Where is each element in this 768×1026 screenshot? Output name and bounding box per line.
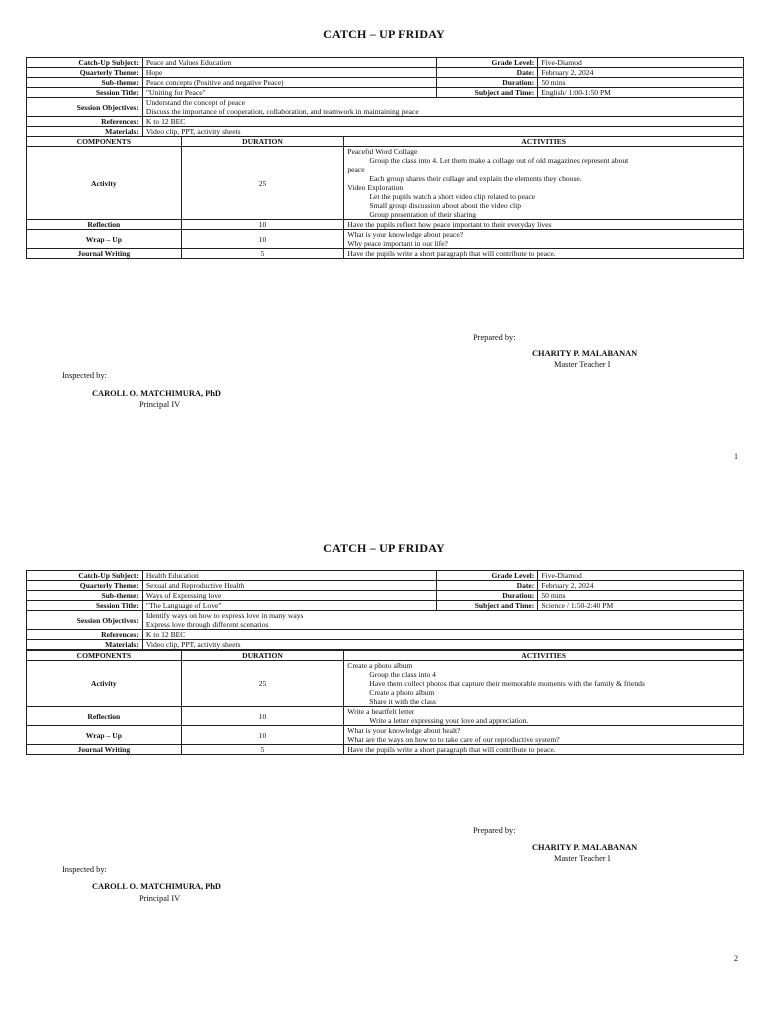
subject-time-value: English/ 1:00-1:50 PM	[538, 88, 744, 98]
components-table	[26, 650, 744, 755]
component-name: Journal Writing	[27, 249, 182, 259]
references-label: References:	[27, 117, 143, 127]
activity-line: Group presentation of their sharing	[369, 210, 477, 219]
subtheme-value: Peace concepts (Positive and negative Peace)	[142, 78, 436, 88]
references-label: References:	[27, 630, 143, 640]
subject-row	[27, 58, 744, 68]
objectives-label: Session Objectives:	[27, 98, 143, 117]
subject-value: Health Education	[142, 571, 437, 581]
activity-lines	[344, 661, 744, 707]
component-name: Activity	[27, 661, 182, 707]
session-title-value: "Uniting for Peace"	[142, 88, 436, 98]
component-name: Wrap – Up	[27, 230, 182, 249]
activity-lines	[344, 230, 744, 249]
preparer-name: CHARITY P. MALABANAN	[532, 349, 638, 358]
subtheme-label: Sub-theme:	[27, 78, 143, 88]
document-page-2	[0, 514, 768, 1026]
materials-label: Materials:	[27, 640, 143, 650]
activity-lines	[344, 726, 744, 745]
references-value: K to 12 BEC	[142, 117, 743, 127]
activity-row	[27, 661, 744, 707]
objective-item: Identify ways on how to express love in many ways	[145, 611, 304, 620]
activity-line: Each group shares their collage and explain the elements they choose.	[369, 174, 582, 183]
activity-line: Group the class into 4. Let them make a collage out of old magazines represent about	[369, 156, 629, 165]
activity-lines	[344, 220, 744, 230]
activities-header: ACTIVITIES	[344, 137, 744, 147]
activity-line: What are the ways on how to to take care of our reproductive system?	[347, 735, 560, 744]
component-name: Wrap – Up	[27, 726, 182, 745]
theme-value: Hope	[142, 68, 436, 78]
subject-time-value: Science / 1:50-2:40 PM	[538, 601, 744, 611]
component-name: Journal Writing	[27, 745, 182, 755]
lesson-plan-table	[26, 570, 744, 650]
duration-value: 50 mins	[538, 591, 744, 601]
activity-line: Have the pupils write a short paragraph that will contribute to peace.	[347, 249, 556, 258]
component-duration: 5	[181, 249, 344, 259]
theme-value: Sexual and Reproductive Health	[142, 581, 437, 591]
activity-line: Create a photo album	[369, 688, 435, 697]
activity-line: Write a letter expressing your love and appreciation.	[369, 716, 529, 725]
component-duration: 10	[181, 726, 344, 745]
component-duration: 5	[181, 745, 344, 755]
date-value: February 2, 2024	[538, 581, 744, 591]
activity-line: Have the pupils reflect how peace important to their everyday lives	[347, 220, 552, 229]
materials-row	[27, 127, 744, 137]
subject-row	[27, 571, 744, 581]
components-header-row	[27, 137, 744, 147]
theme-label: Quarterly Theme:	[27, 68, 143, 78]
component-name: Reflection	[27, 707, 182, 726]
materials-row	[27, 640, 744, 650]
preparer-role: Master Teacher I	[554, 854, 611, 863]
document-page-1	[0, 0, 768, 512]
preparer-name: CHARITY P. MALABANAN	[532, 843, 638, 852]
activity-line: What is your knowledge about peace?	[347, 230, 464, 239]
objectives-label: Session Objectives:	[27, 611, 143, 630]
subject-value: Peace and Values Education	[142, 58, 436, 68]
page-title: CATCH – UP FRIDAY	[323, 27, 445, 41]
duration-header: DURATION	[181, 137, 344, 147]
page-number: 2	[734, 954, 738, 963]
grade-label: Grade Level:	[437, 58, 538, 68]
page-title: CATCH – UP FRIDAY	[323, 541, 445, 555]
date-label: Date:	[437, 68, 538, 78]
session-title-value: "The Language of Love"	[142, 601, 437, 611]
objective-item: Understand the concept of peace	[145, 98, 245, 107]
component-duration: 25	[181, 661, 344, 707]
references-value: K to 12 BEC	[142, 630, 743, 640]
components-header-row	[27, 651, 744, 661]
inspector-name: CAROLL O. MATCHIMURA, PhD	[92, 389, 221, 398]
references-row	[27, 630, 744, 640]
activity-line: Group the class into 4	[369, 670, 436, 679]
subtheme-value: Ways of Expressing love	[142, 591, 437, 601]
duration-label: Duration:	[437, 78, 538, 88]
activity-line: Have them collect photos that capture their memorable moments with the family & friends	[369, 679, 645, 688]
subject-time-label: Subject and Time:	[437, 88, 538, 98]
session-title-label: Session Title:	[27, 601, 143, 611]
inspector-name: CAROLL O. MATCHIMURA, PhD	[92, 882, 221, 891]
objectives-row	[27, 98, 744, 117]
activity-line: Why peace important in our life?	[347, 239, 448, 248]
component-duration: 25	[181, 147, 344, 220]
activity-line: Peaceful Word Collage	[347, 147, 418, 156]
subtheme-label: Sub-theme:	[27, 591, 143, 601]
activity-line: Let the pupils watch a short video clip related to peace	[369, 192, 536, 201]
activity-line: peace	[347, 165, 365, 174]
objective-item: Express love through different scenarios	[145, 620, 269, 629]
activity-lines	[344, 249, 744, 259]
theme-row	[27, 581, 744, 591]
inspected-by-label: Inspected by:	[62, 371, 107, 380]
wrapup-row	[27, 726, 744, 745]
session-title-label: Session Title:	[27, 88, 143, 98]
preparer-role: Master Teacher I	[554, 360, 611, 369]
subject-label: Catch-Up Subject:	[27, 571, 143, 581]
grade-value: Five-Diamod	[538, 58, 744, 68]
theme-row	[27, 68, 744, 78]
session-title-row	[27, 88, 744, 98]
objectives-row	[27, 611, 744, 630]
subtheme-row	[27, 78, 744, 88]
objectives-value	[142, 98, 743, 117]
inspector-role: Principal IV	[139, 894, 181, 903]
date-label: Date:	[437, 581, 538, 591]
grade-label: Grade Level:	[437, 571, 538, 581]
activity-line: Write a heartfelt letter	[347, 707, 415, 716]
activity-line: Have the pupils write a short paragraph that will contribute to peace.	[347, 745, 556, 754]
components-table	[26, 136, 744, 259]
activity-lines	[344, 745, 744, 755]
component-duration: 10	[181, 230, 344, 249]
materials-value: Video clip, PPT, activity sheets	[142, 640, 743, 650]
component-name: Reflection	[27, 220, 182, 230]
component-duration: 10	[181, 220, 344, 230]
prepared-by-label: Prepared by:	[473, 826, 516, 835]
activity-row	[27, 147, 744, 220]
activity-line: Share it with the class	[369, 697, 436, 706]
inspector-role: Principal IV	[139, 400, 181, 409]
subject-time-label: Subject and Time:	[437, 601, 538, 611]
prepared-by-label: Prepared by:	[473, 333, 516, 342]
reflection-row	[27, 707, 744, 726]
components-header: COMPONENTS	[27, 137, 182, 147]
page-number: 1	[734, 452, 738, 461]
activity-line: Small group discussion about about the video clip	[369, 201, 521, 210]
activities-header: ACTIVITIES	[344, 651, 744, 661]
subject-label: Catch-Up Subject:	[27, 58, 143, 68]
journal-row	[27, 745, 744, 755]
theme-label: Quarterly Theme:	[27, 581, 143, 591]
objective-item: Discuss the importance of cooperation, collaboration, and teamwork in maintaining peace	[145, 107, 419, 116]
date-value: February 2, 2024	[538, 68, 744, 78]
duration-value: 50 mins	[538, 78, 744, 88]
activity-line: Video Exploration	[347, 183, 404, 192]
components-header: COMPONENTS	[27, 651, 182, 661]
component-duration: 10	[181, 707, 344, 726]
lesson-plan-table	[26, 57, 744, 137]
session-title-row	[27, 601, 744, 611]
duration-header: DURATION	[181, 651, 344, 661]
inspected-by-label: Inspected by:	[62, 865, 107, 874]
duration-label: Duration:	[437, 591, 538, 601]
reflection-row	[27, 220, 744, 230]
activity-lines	[344, 147, 744, 220]
references-row	[27, 117, 744, 127]
component-name: Activity	[27, 147, 182, 220]
wrapup-row	[27, 230, 744, 249]
journal-row	[27, 249, 744, 259]
activity-line: Create a photo album	[347, 661, 413, 670]
materials-value: Video clip, PPT, activity sheets	[142, 127, 743, 137]
grade-value: Five-Diamod	[538, 571, 744, 581]
objectives-value	[142, 611, 743, 630]
activity-lines	[344, 707, 744, 726]
subtheme-row	[27, 591, 744, 601]
materials-label: Materials:	[27, 127, 143, 137]
activity-line: What is your knowledge about healt?	[347, 726, 461, 735]
